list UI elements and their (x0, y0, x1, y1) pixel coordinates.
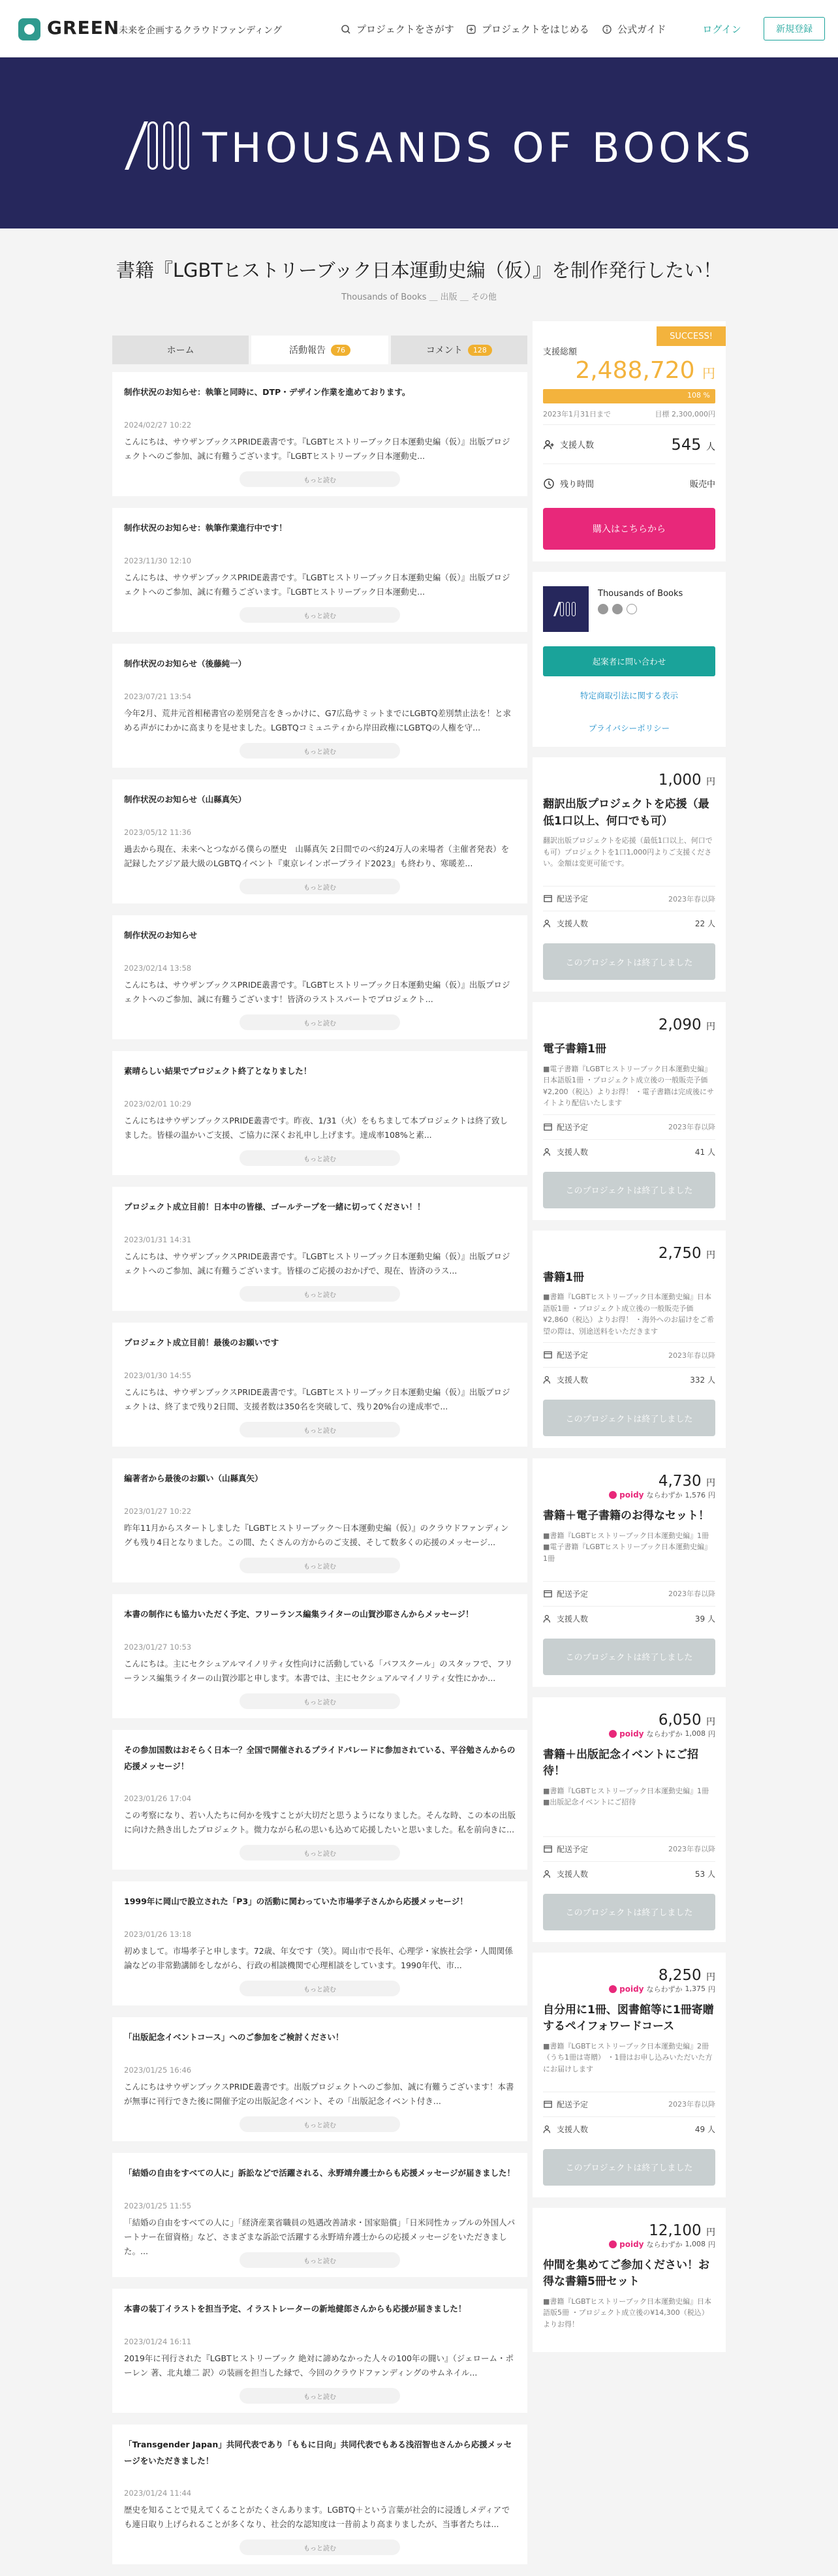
delivery-box-icon (543, 2099, 553, 2109)
reward-description: 翻訳出版プロジェクトを応援（最低1口以上、何口でも可）プロジェクトを1口1,000円よりご支援ください。金額は変更可能です。 (543, 836, 713, 868)
poidy-price (543, 2239, 715, 2250)
people-icon (543, 1869, 553, 1879)
read-more-button[interactable]: もっと読む (240, 1150, 400, 1166)
reward-title: 書籍＋出版記念イベントにご招待！ (543, 1748, 698, 1778)
ship-row (543, 1114, 715, 1139)
price-currency: 円 (706, 1249, 715, 1261)
reward-supporters-count: 41 (694, 1147, 706, 1157)
post-date: 2023/05/12 11:36 (124, 828, 192, 837)
reward-supporters-count: 22 (694, 919, 706, 928)
post-title[interactable]: 本書の制作にも協力いただく予定、フリーランス編集ライターの山賀沙耶さんからメッセージ！ (124, 1609, 474, 1619)
post-title[interactable]: プロジェクト成立目前！最後のお願いです (124, 1338, 279, 1347)
green-logo-icon[interactable] (18, 18, 40, 40)
post-title[interactable]: 1999年に岡山で設立された「P3」の活動に関わっていた市場孝子さんから応援メッセージ！ (124, 1896, 468, 1906)
reward-price (543, 1712, 715, 1729)
contact-owner-button[interactable]: 起案者に問い合わせ (543, 646, 715, 676)
post-date: 2023/01/24 11:44 (124, 2489, 192, 2498)
poidy-label: poidy (619, 1984, 644, 1994)
poidy-price (543, 1729, 715, 1739)
count-badge: 128 (468, 345, 492, 356)
reward-supporters-count: 49 (694, 2124, 706, 2134)
read-more-button[interactable]: もっと読む (240, 1014, 400, 1030)
project-ended-button[interactable]: このプロジェクトは終了しました (543, 1400, 715, 1436)
owner-avatar[interactable] (543, 586, 589, 632)
funding-card (533, 321, 726, 561)
people-unit: 人 (707, 1869, 715, 1879)
reward-card[interactable] (533, 1231, 726, 1449)
price-value: 6,050 (658, 1711, 702, 1729)
post-title[interactable]: 「Transgender Japan」共同代表であり「ももに日向」共同代表でもある浅沼智也さんから応援メッセージをいただきました！ (124, 2440, 512, 2466)
people-icon (543, 1375, 553, 1385)
remaining-value: 販売中 (689, 480, 715, 490)
post-body: こんにちは。主にセクシュアルマイノリティ女性向けに活動している「パフスクール」のスタッフで、フリーランス編集ライターの山賀沙耶と申します。本書では、主にセクシュアルマイノリティ女性にかか... (124, 1659, 513, 1683)
reward-supporters-row (543, 1139, 715, 1164)
info-icon (602, 24, 612, 35)
reward-price (543, 772, 715, 789)
activity-post[interactable] (112, 915, 527, 1039)
reward-supporters-count: 53 (694, 1869, 706, 1879)
activity-post[interactable] (112, 372, 527, 496)
tab-activity-reports[interactable] (251, 336, 388, 364)
read-more-button[interactable]: もっと読む (240, 1845, 400, 1861)
reward-title: 翻訳出版プロジェクトを応援（最低1口以上、何口でも可） (543, 798, 709, 828)
hero-title: THOUSANDS OF BOOKS (202, 124, 755, 172)
hero-banner (0, 57, 838, 228)
poidy-currency: 円 (708, 1491, 715, 1500)
poidy-mid: ならわずか (646, 1491, 683, 1500)
nav-label: 公式ガイド (617, 24, 666, 35)
people-unit: 人 (707, 1375, 715, 1385)
price-value: 4,730 (658, 1473, 702, 1490)
nav-label: プロジェクトをはじめる (482, 24, 589, 35)
post-title[interactable]: 制作状況のお知らせ (124, 930, 198, 940)
ship-label: 配送予定 (557, 894, 589, 903)
post-body: こんにちは、サウザンブックスPRIDE叢書です。『LGBTヒストリーブック日本運動史編（仮）』出版プロジェクトへのご参加、誠に有難うございます！皆済のラストスパートでプロジェクト... (124, 980, 510, 1004)
poidy-logo-icon (609, 1730, 617, 1738)
activity-feed (112, 372, 527, 2576)
post-body: 「結婚の自由をすべての人に」「経済産業省職員の処遇改善請求・国家賠償」「日米同性カップルの外国人パートナー在留資格」など、さまざまな訴訟で活躍する永野靖弁護士からの応援メッセージをいただきました。... (124, 2218, 516, 2256)
activity-post[interactable] (112, 1594, 527, 1718)
read-more-button[interactable]: もっと読む (240, 2539, 400, 2555)
post-body: 2019年に刊行された『LGBTヒストリーブック 絶対に諦めなかった人々の100年の闘い』（ジェローム・ポーレン 著、北丸雄二 訳）の装画を担当した縁で、今回のクラウドファンディングのサムネイル... (124, 2353, 514, 2378)
activity-post[interactable] (112, 1051, 527, 1175)
ship-label: 配送予定 (557, 1589, 589, 1599)
supporters-stat (543, 424, 715, 463)
post-title[interactable]: プロジェクト成立目前！日本中の皆様、ゴールテープを一緒に切ってください！！ (124, 1202, 426, 1212)
poidy-amount: 1,008 (685, 1729, 706, 1738)
price-currency: 円 (706, 1971, 715, 1983)
post-date: 2023/02/01 10:29 (124, 1099, 192, 1108)
poidy-currency: 円 (708, 2240, 715, 2249)
post-date: 2023/01/31 14:31 (124, 1235, 192, 1244)
supporters-label: 支援人数 (557, 1147, 589, 1157)
reward-price (543, 1016, 715, 1033)
ship-label: 配送予定 (557, 1844, 589, 1854)
post-body: こんにちはサウザンブックスPRIDE叢書です。昨夜、1/31（火）をもちまして本プロジェクトは終了致しました。皆様の温かいご支援、ご協力に深くお礼申し上げます。達成率108%と素... (124, 1116, 508, 1140)
price-currency: 円 (706, 777, 715, 787)
post-body: 今年2月、荒井元首相秘書官の差別発言をきっかけに、G7広島サミットまでにLGBTQ差別禁止法を！と求める声がにわかに高まりを見せました。LGBTQコミュニティから岸田政権にLGBTQの人権を守... (124, 708, 512, 732)
post-date: 2023/01/27 10:53 (124, 1642, 192, 1652)
post-body: 過去から現在、未来へとつながる僕らの歴史 山縣真矢 2日間でのべ約24万人の来場者（主催者発表）を記録したアジア最大級のLGBTQイベント『東京レインボープライド2023』も終わり、寒暖差... (124, 844, 510, 868)
reward-supporters-row (543, 1367, 715, 1392)
remaining-label: 残り時間 (560, 480, 595, 490)
reward-description: ■書籍『LGBTヒストリーブック日本運動史編』2冊（うち1冊は寄贈） ・1冊はお申し込みいただいた方にお届けします (543, 2041, 713, 2073)
read-more-button[interactable]: もっと読む (240, 1981, 400, 1996)
signup-button[interactable]: 新規登録 (764, 17, 825, 40)
poidy-mid: ならわずか (646, 1729, 683, 1738)
ship-label: 配送予定 (557, 2099, 589, 2109)
tab-comments[interactable] (391, 336, 527, 364)
read-more-button[interactable]: もっと読む (240, 2388, 400, 2404)
ship-row (543, 1581, 715, 1606)
ship-date: 2023年春以降 (668, 2100, 715, 2109)
reward-price (543, 1473, 715, 1490)
thousands-of-books-logo-icon (134, 121, 189, 170)
post-title[interactable]: 素晴らしい結果でプロジェクト終了となりました！ (124, 1066, 312, 1076)
buy-button[interactable]: 購入はこちらから (543, 508, 715, 550)
commerce-law-link[interactable]: 特定商取引法に関する表示 (580, 691, 678, 700)
poidy-price (543, 1984, 715, 1994)
project-ended-button[interactable]: このプロジェクトは終了しました (543, 1639, 715, 1675)
poidy-currency: 円 (708, 1729, 715, 1738)
total-label: 支援総額 (543, 347, 578, 357)
read-more-button[interactable]: もっと読む (240, 2252, 400, 2268)
ship-date: 2023年春以降 (668, 1351, 715, 1360)
site-header (0, 0, 838, 57)
reward-card[interactable] (533, 1697, 726, 1942)
post-title[interactable]: 本書の装丁イラストを担当予定、イラストレーターの新地健郎さんからも応援が届きました！ (124, 2304, 467, 2314)
poidy-amount: 1,375 (685, 1985, 706, 1993)
owner-card (533, 572, 726, 747)
post-title[interactable]: 制作状況のお知らせ（後藤純一） (124, 659, 247, 668)
post-title[interactable]: その参加国数はおそらく日本一？全国で開催されるプライドパレードに参加されている、平谷勉さんからの応援メッセージ！ (124, 1745, 516, 1771)
price-value: 2,090 (658, 1016, 702, 1033)
nav-find-projects[interactable] (341, 22, 454, 36)
poidy-logo-icon (609, 1985, 617, 1993)
post-body: こんにちは、サウザンブックスPRIDE叢書です。『LGBTヒストリーブック日本運動史編（仮）』出版プロジェクトへのご参加、誠に有難うございます。皆様のご応援のおかげで、現在、皆済のラス... (124, 1251, 510, 1276)
post-date: 2023/01/27 10:22 (124, 1507, 192, 1516)
post-body: こんにちは、サウザンブックスPRIDE叢書です。『LGBTヒストリーブック日本運動史編（仮）』出版プロジェクトへのご参加、誠に有難うございます。『LGBTヒストリーブック日本運動史... (124, 437, 510, 461)
reward-supporters-count: 39 (694, 1614, 706, 1624)
read-more-button[interactable]: もっと読む (240, 607, 400, 623)
people-unit: 人 (707, 2124, 715, 2134)
post-date: 2023/01/30 14:55 (124, 1371, 192, 1380)
post-title[interactable]: 編著者から最後のお願い（山縣真矢） (124, 1473, 263, 1483)
reward-price (543, 1245, 715, 1262)
poidy-label: poidy (619, 1490, 644, 1500)
reward-supporters-row (543, 2116, 715, 2141)
price-value: 12,100 (649, 2222, 702, 2239)
post-body: 初めまして。市場孝子と申します。72歳、年女です（笑）。岡山市で長年、心理学・家族社会学・人間関係論などの非常勤講師をしながら、行政の相談機関で心理相談をしています。1990年代、市... (124, 1946, 513, 1970)
project-ended-button[interactable]: このプロジェクトは終了しました (543, 1172, 715, 1208)
reward-card[interactable] (533, 1953, 726, 2197)
supporters-label: 支援人数 (557, 919, 589, 928)
read-more-button[interactable]: もっと読む (240, 471, 400, 487)
poidy-currency: 円 (708, 1985, 715, 1994)
reward-title: 書籍＋電子書籍のお得なセット！ (543, 1509, 709, 1522)
project-ended-button[interactable]: このプロジェクトは終了しました (543, 943, 715, 980)
post-body: こんにちはサウザンブックスPRIDE叢書です。出版プロジェクトへのご参加、誠に有難うございます！本書が無事に刊行できた後に開催予定の出版記念イベント、その「出版記念イベント付き... (124, 2082, 514, 2106)
people-icon (543, 439, 555, 450)
post-body: 昨年11月からスタートしました『LGBTヒストリーブック〜日本運動史編（仮）』のクラウドファンディングも残り4日となりました。この間、たくさんの方からのご支援、そして数多くの応援のメッセージ... (124, 1523, 509, 1547)
post-date: 2023/01/25 16:46 (124, 2066, 192, 2075)
goal-amount: 目標 2,300,000円 (655, 410, 715, 418)
post-date: 2023/11/30 12:10 (124, 556, 192, 565)
success-badge: SUCCESS! (657, 326, 726, 346)
reward-supporters-row (543, 1861, 715, 1886)
people-unit: 人 (707, 919, 715, 928)
amount-currency: 円 (702, 366, 715, 381)
post-body: 歴史を知ることで見えてくることがたくさんあります。LGBTQ＋という言葉が社会的に浸透しメディアでも連日取り上げられることが多くなり、社会的な認知度は一昔前より高まりましたが、当事者たちは... (124, 2505, 510, 2529)
reward-card[interactable] (533, 2208, 726, 2352)
login-button[interactable]: ログイン (689, 17, 754, 40)
read-more-button[interactable]: もっと読む (240, 2116, 400, 2132)
tab-label: 活動報告 (288, 345, 326, 356)
facebook-icon[interactable] (598, 604, 608, 614)
reward-supporters-row (543, 911, 715, 935)
reward-supporters-row (543, 1606, 715, 1631)
reward-description: ■書籍『LGBTヒストリーブック日本運動史編』1冊 ■電子書籍『LGBTヒストリーブック日本運動史編』1冊 (543, 1531, 711, 1563)
logo-text[interactable]: GREEN (47, 17, 120, 39)
activity-post[interactable] (112, 1730, 527, 1870)
read-more-button[interactable]: もっと読む (240, 1422, 400, 1437)
post-date: 2023/01/25 11:55 (124, 2201, 192, 2210)
progress-percent: 108 % (687, 391, 710, 400)
total-amount (543, 357, 715, 384)
count-badge: 76 (331, 345, 350, 356)
activity-post[interactable] (112, 1458, 527, 1582)
plus-square-icon (466, 24, 476, 35)
ship-row (543, 886, 715, 911)
ship-date: 2023年春以降 (668, 1845, 715, 1853)
post-date: 2023/01/26 13:18 (124, 1930, 192, 1939)
post-date: 2023/02/14 13:58 (124, 964, 192, 973)
poidy-logo-icon (609, 1491, 617, 1499)
supporters-label: 支援人数 (557, 2124, 589, 2134)
read-more-button[interactable]: もっと読む (240, 1693, 400, 1709)
nav-guide[interactable] (602, 22, 666, 36)
tagline: 未来を企画するクラウドファンディング (119, 25, 282, 36)
reward-description: ■書籍『LGBTヒストリーブック日本運動史編』1冊 ■出版記念イベントにご招待 (543, 1786, 709, 1807)
tab-label: コメント (426, 345, 463, 356)
project-title: 書籍『LGBTヒストリーブック日本運動史編（仮）』を制作発行したい！ (116, 259, 722, 281)
post-body: こんにちは、サウザンブックスPRIDE叢書です。『LGBTヒストリーブック日本運動史編（仮）』出版プロジェクトは、終了まで残り2日間、支援者数は350名を突破して、残り20%台の達成率で... (124, 1387, 510, 1411)
read-more-button[interactable]: もっと読む (240, 1286, 400, 1302)
supporters-unit: 人 (706, 441, 715, 452)
post-date: 2023/01/24 16:11 (124, 2337, 192, 2346)
supporters-label: 支援人数 (557, 1375, 589, 1385)
reward-card[interactable] (533, 1002, 726, 1220)
reward-title: 自分用に1冊、図書館等に1冊寄贈するペイフォワードコース (543, 2003, 714, 2033)
ship-label: 配送予定 (557, 1122, 589, 1132)
reward-title: 仲間を集めてご参加ください！お得な書籍5冊セット (543, 2258, 709, 2288)
poidy-amount: 1,008 (685, 2240, 706, 2248)
project-ended-button[interactable]: このプロジェクトは終了しました (543, 2149, 715, 2186)
tab-label: ホーム (166, 345, 194, 356)
delivery-box-icon (543, 1589, 553, 1599)
price-value: 1,000 (658, 772, 702, 789)
activity-post[interactable] (112, 1187, 527, 1311)
ship-date: 2023年春以降 (668, 894, 715, 903)
supporters-label: 支援人数 (557, 1869, 589, 1879)
tab-home[interactable] (112, 336, 249, 364)
reward-description: ■書籍『LGBTヒストリーブック日本運動史編』日本語版1冊 ・プロジェクト成立後の一般販売予価¥2,860（税込）よりお得！ ・海外へのお届けをご希望の際は、別途送料をいただきます (543, 1293, 714, 1336)
poidy-logo-icon (609, 2240, 617, 2248)
activity-post[interactable] (112, 1323, 527, 1447)
ship-row (543, 1342, 715, 1367)
reward-card[interactable] (533, 1458, 726, 1687)
delivery-box-icon (543, 894, 553, 903)
nav-start-project[interactable] (466, 22, 589, 36)
reward-description: ■書籍『LGBTヒストリーブック日本運動史編』日本語版5冊 ・プロジェクト成立後の¥14,300（税込）よりお得！ (543, 2297, 711, 2329)
project-tabs (112, 336, 527, 364)
read-more-button[interactable]: もっと読む (240, 1558, 400, 1573)
post-body: こんにちは、サウザンブックスPRIDE叢書です。『LGBTヒストリーブック日本運動史編（仮）』出版プロジェクトへのご参加、誠に有難うございます。『LGBTヒストリーブック日本運動史... (124, 573, 510, 597)
people-unit: 人 (707, 1614, 715, 1624)
price-currency: 円 (706, 2227, 715, 2238)
price-value: 2,750 (658, 1244, 702, 1262)
reward-supporters-count: 332 (690, 1375, 706, 1385)
read-more-button[interactable]: もっと読む (240, 879, 400, 894)
reward-card[interactable] (533, 757, 726, 992)
post-date: 2023/07/21 13:54 (124, 692, 192, 701)
delivery-box-icon (543, 1122, 553, 1132)
people-unit: 人 (707, 1147, 715, 1157)
project-ended-button[interactable]: このプロジェクトは終了しました (543, 1894, 715, 1930)
reward-list (533, 757, 726, 2352)
post-title[interactable]: 制作状況のお知らせ（山縣真矢） (124, 794, 247, 804)
ship-label: 配送予定 (557, 1351, 589, 1360)
ship-row (543, 1836, 715, 1861)
nav-label: プロジェクトをさがす (356, 24, 454, 35)
poidy-amount: 1,576 (685, 1490, 706, 1500)
delivery-box-icon (543, 1844, 553, 1854)
privacy-policy-link[interactable]: プライバシーポリシー (588, 723, 670, 733)
activity-post[interactable] (112, 1881, 527, 2005)
price-currency: 円 (706, 1716, 715, 1727)
post-date: 2024/02/27 10:22 (124, 420, 192, 430)
activity-post[interactable] (112, 2017, 527, 2141)
search-icon (341, 24, 351, 35)
poidy-label: poidy (619, 1729, 644, 1738)
reward-price (543, 2222, 715, 2239)
post-title[interactable]: 制作状況のお知らせ：執筆と同時に、DTP・デザイン作業を進めております。 (124, 387, 411, 397)
people-icon (543, 919, 553, 928)
clock-icon (543, 478, 555, 490)
price-currency: 円 (706, 1022, 715, 1032)
activity-post[interactable] (112, 644, 527, 768)
post-body: この考察になり、若い人たちに何かを残すことが大切だと思うようになりました。そんな時、この本の出版に向けた熱き出したプロジェクト。微力ながら私の思いも込めて応援したいと思いました。私を前向きに... (124, 1810, 516, 1834)
activity-post[interactable] (112, 508, 527, 632)
people-icon (543, 2124, 553, 2134)
progress-bar (543, 389, 715, 403)
breadcrumb[interactable]: Thousands of Books ＿ 出版 ＿ その他 (341, 292, 497, 302)
ship-row (543, 2092, 715, 2116)
read-more-button[interactable]: もっと読む (240, 743, 400, 759)
supporters-label: 支援人数 (557, 1614, 589, 1624)
sidebar (533, 321, 726, 2363)
ship-date: 2023年春以降 (668, 1123, 715, 1131)
end-date: 2023年1月31日まで (543, 410, 611, 418)
reward-price (543, 1967, 715, 1984)
twitter-icon[interactable] (612, 604, 623, 614)
ship-date: 2023年春以降 (668, 1590, 715, 1598)
people-icon (543, 1614, 553, 1624)
activity-post[interactable] (112, 779, 527, 903)
activity-post[interactable] (112, 2289, 527, 2413)
supporters-label: 支援人数 (560, 441, 595, 450)
owner-name[interactable]: Thousands of Books (598, 589, 683, 599)
poidy-mid: ならわずか (646, 2240, 683, 2249)
delivery-box-icon (543, 1350, 553, 1360)
post-date: 2023/01/26 17:04 (124, 1794, 192, 1803)
price-currency: 円 (706, 1478, 715, 1488)
reward-description: ■電子書籍『LGBTヒストリーブック日本運動史編』日本語版1冊 ・プロジェクト成立後の一般販売予価¥2,200（税込）よりお得！ ・電子書籍は完成後にサイトより配信いたします (543, 1064, 714, 1108)
activity-post[interactable] (112, 2153, 527, 2277)
people-icon (543, 1147, 553, 1157)
website-icon[interactable] (627, 604, 637, 614)
remaining-stat (543, 463, 715, 503)
poidy-label: poidy (619, 2239, 644, 2249)
amount-value: 2,488,720 (575, 357, 695, 384)
post-title[interactable]: 「結婚の自由をすべての人に」訴訟などで活躍される、永野靖弁護士からも応援メッセージが届きました！ (124, 2168, 516, 2178)
price-value: 8,250 (658, 1966, 702, 1984)
reward-title: 書籍1冊 (543, 1270, 584, 1284)
post-title[interactable]: 制作状況のお知らせ：執筆作業進行中です！ (124, 523, 287, 533)
supporters-count: 545 (671, 435, 702, 454)
post-title[interactable]: 「出版記念イベントコース」へのご参加をご検討ください！ (124, 2032, 344, 2042)
poidy-mid: ならわずか (646, 1985, 683, 1994)
poidy-price (543, 1490, 715, 1500)
reward-title: 電子書籍1冊 (543, 1043, 606, 1056)
activity-post[interactable] (112, 2425, 527, 2564)
